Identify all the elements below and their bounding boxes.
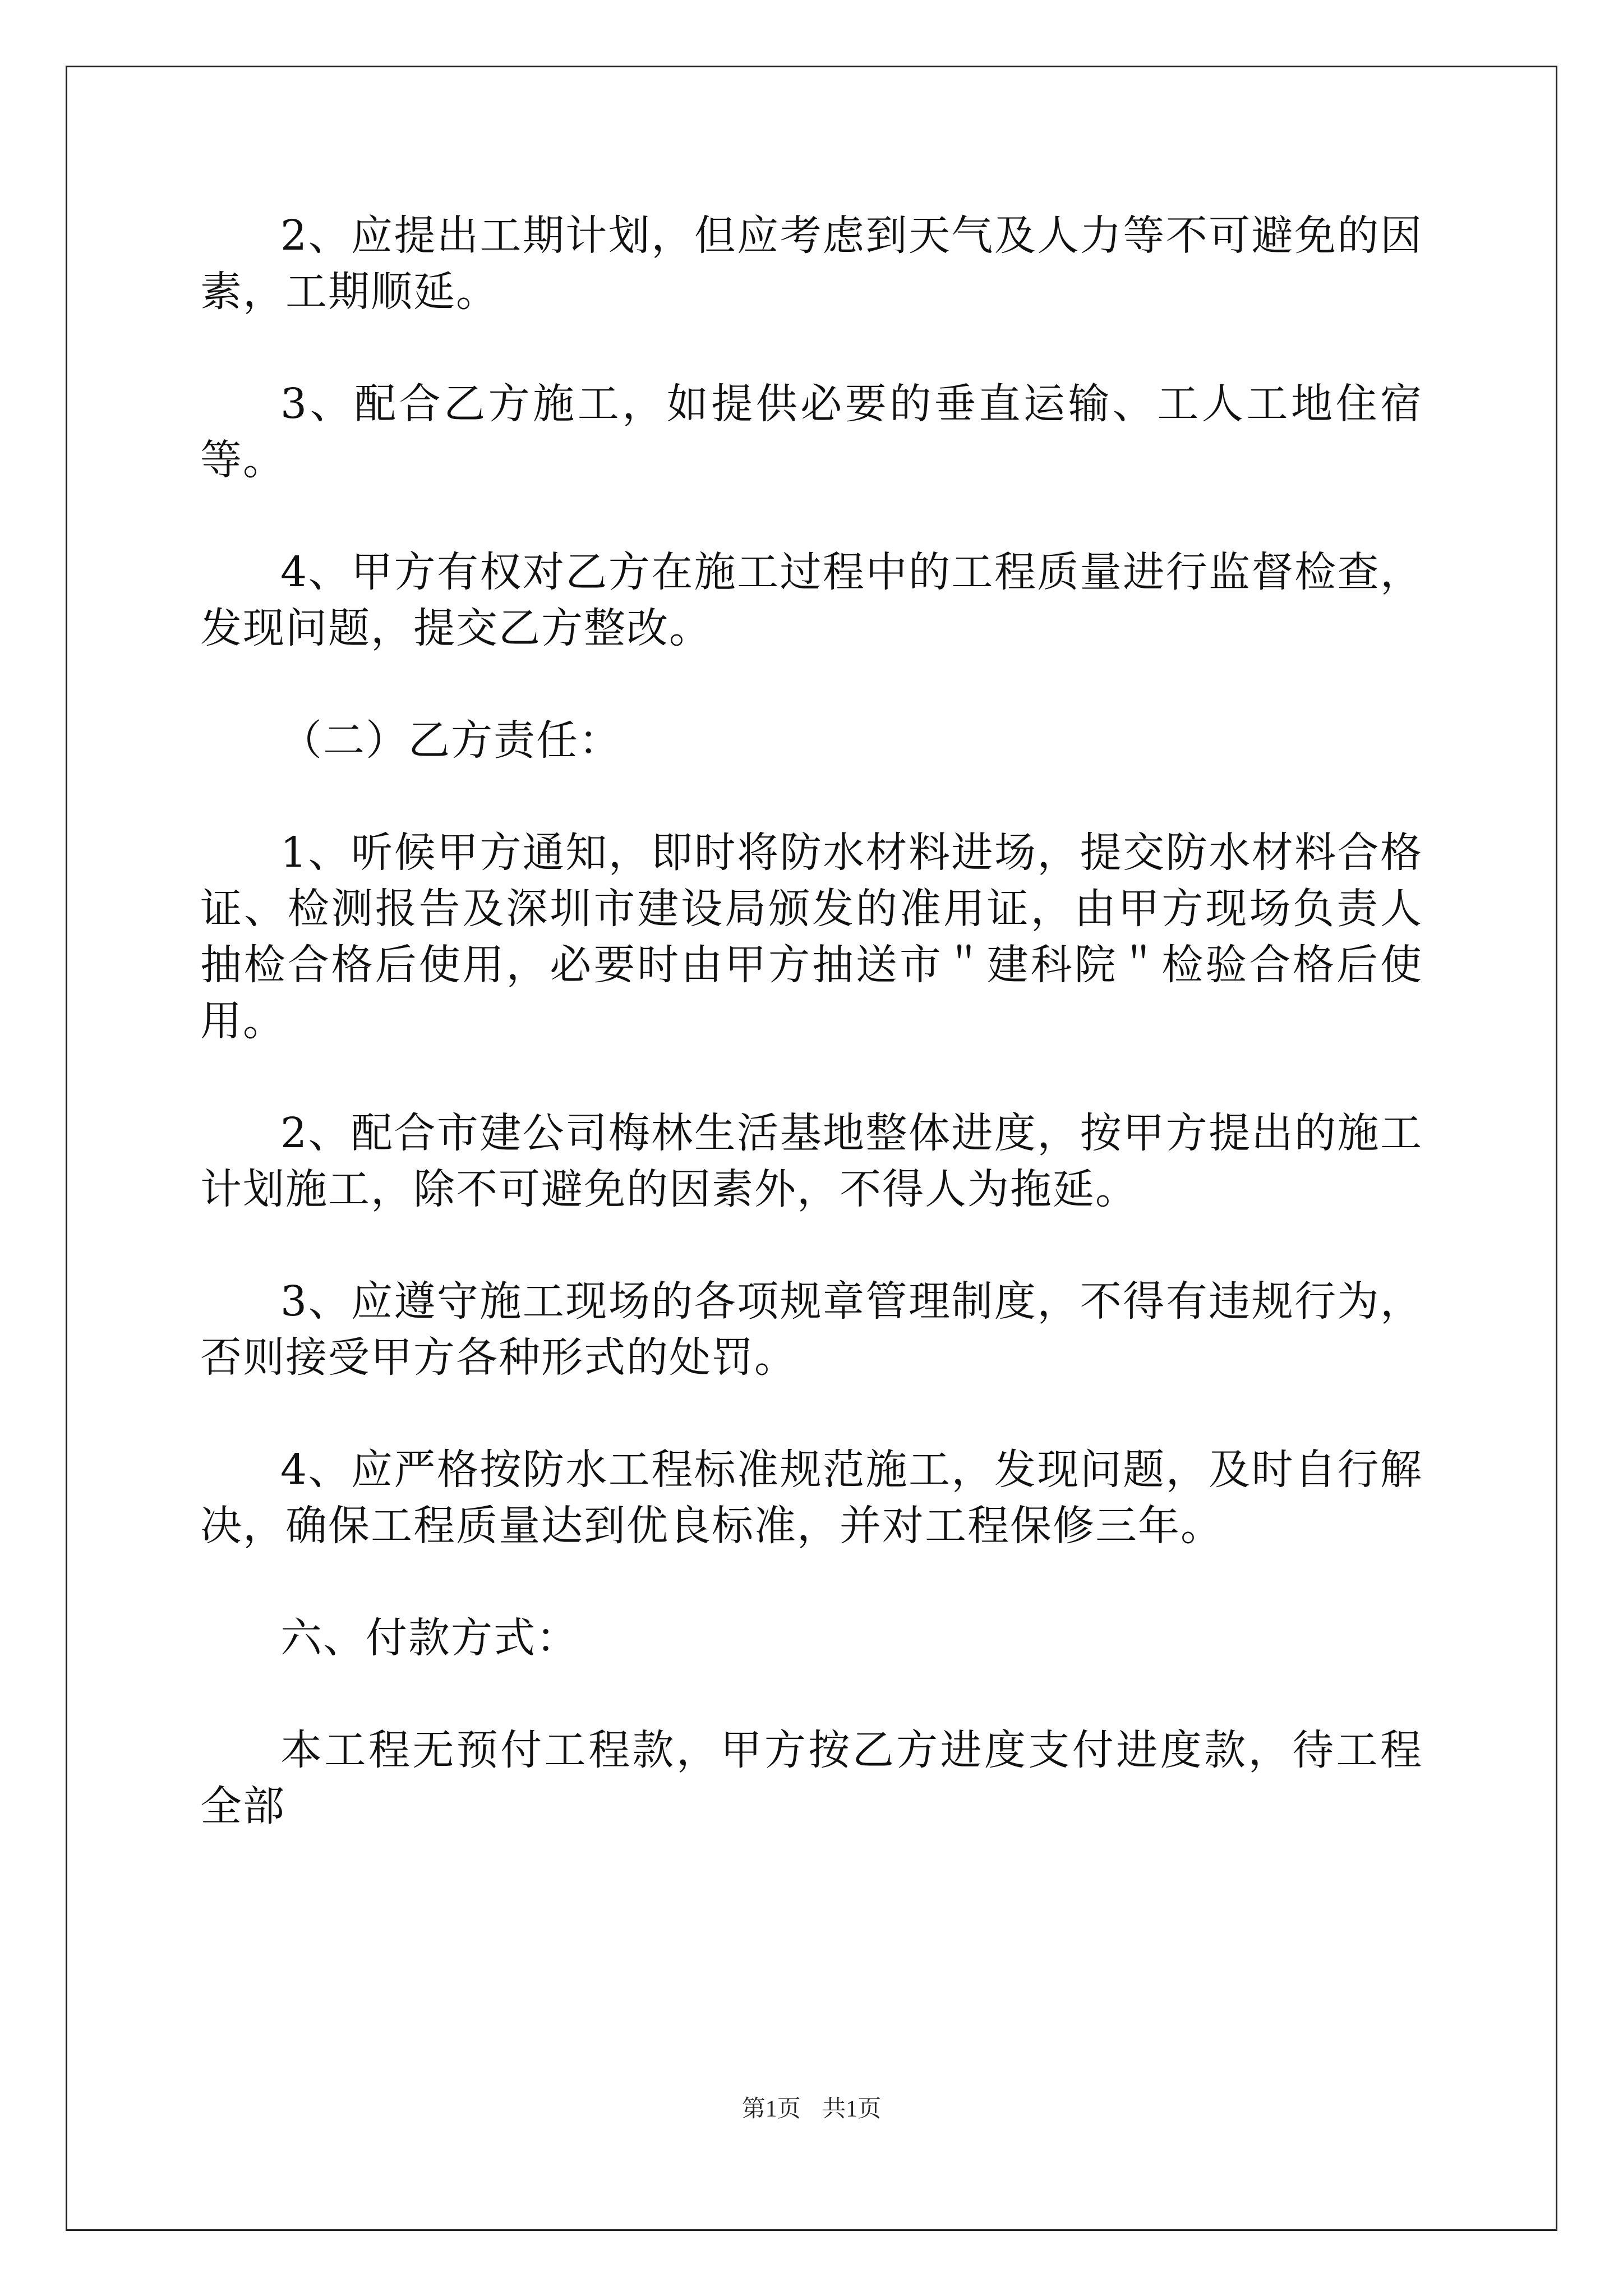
section-heading-payment: 六、付款方式：: [280, 1614, 579, 1662]
paragraph-item-3: 3、配合乙方施工，如提供必要的垂直运输、工人工地住宿等。: [200, 380, 1423, 484]
paragraph-b-item-1: 1、听候甲方通知，即时将防水材料进场，提交防水材料合格证、检测报告及深圳市建设局颁发的准用证，由甲方现场负责人抽检合格后使用，必要时由甲方抽送市＂建科院＂检验合格后使用。: [200, 829, 1423, 1045]
paragraph-b-item-3: 3、应遵守施工现场的各项规章管理制度，不得有违规行为，否则接受甲方各种形式的处罚。: [200, 1277, 1423, 1382]
paragraph-item-2: 2、应提出工期计划，但应考虑到天气及人力等不可避免的因素，工期顺延。: [200, 211, 1423, 316]
page-footer: [0, 2095, 1623, 2123]
paragraph-item-4: 4、甲方有权对乙方在施工过程中的工程质量进行监督检查，发现问题，提交乙方整改。: [200, 548, 1423, 652]
paragraph-payment: 本工程无预付工程款，甲方按乙方进度支付进度款，待工程全部: [200, 1726, 1423, 1830]
total-pages: 共1页: [822, 2096, 882, 2122]
paragraph-b-item-4: 4、应严格按防水工程标准规范施工，发现问题，及时自行解决，确保工程质量达到优良标准，并对工程保修三年。: [200, 1446, 1423, 1550]
paragraph-b-item-2: 2、配合市建公司梅林生活基地整体进度，按甲方提出的施工计划施工，除不可避免的因素外，不得人为拖延。: [200, 1109, 1423, 1213]
section-heading-party-b: （二）乙方责任：: [280, 716, 621, 765]
document-body: [200, 208, 1423, 1890]
page-number: 第1页: [741, 2096, 801, 2122]
